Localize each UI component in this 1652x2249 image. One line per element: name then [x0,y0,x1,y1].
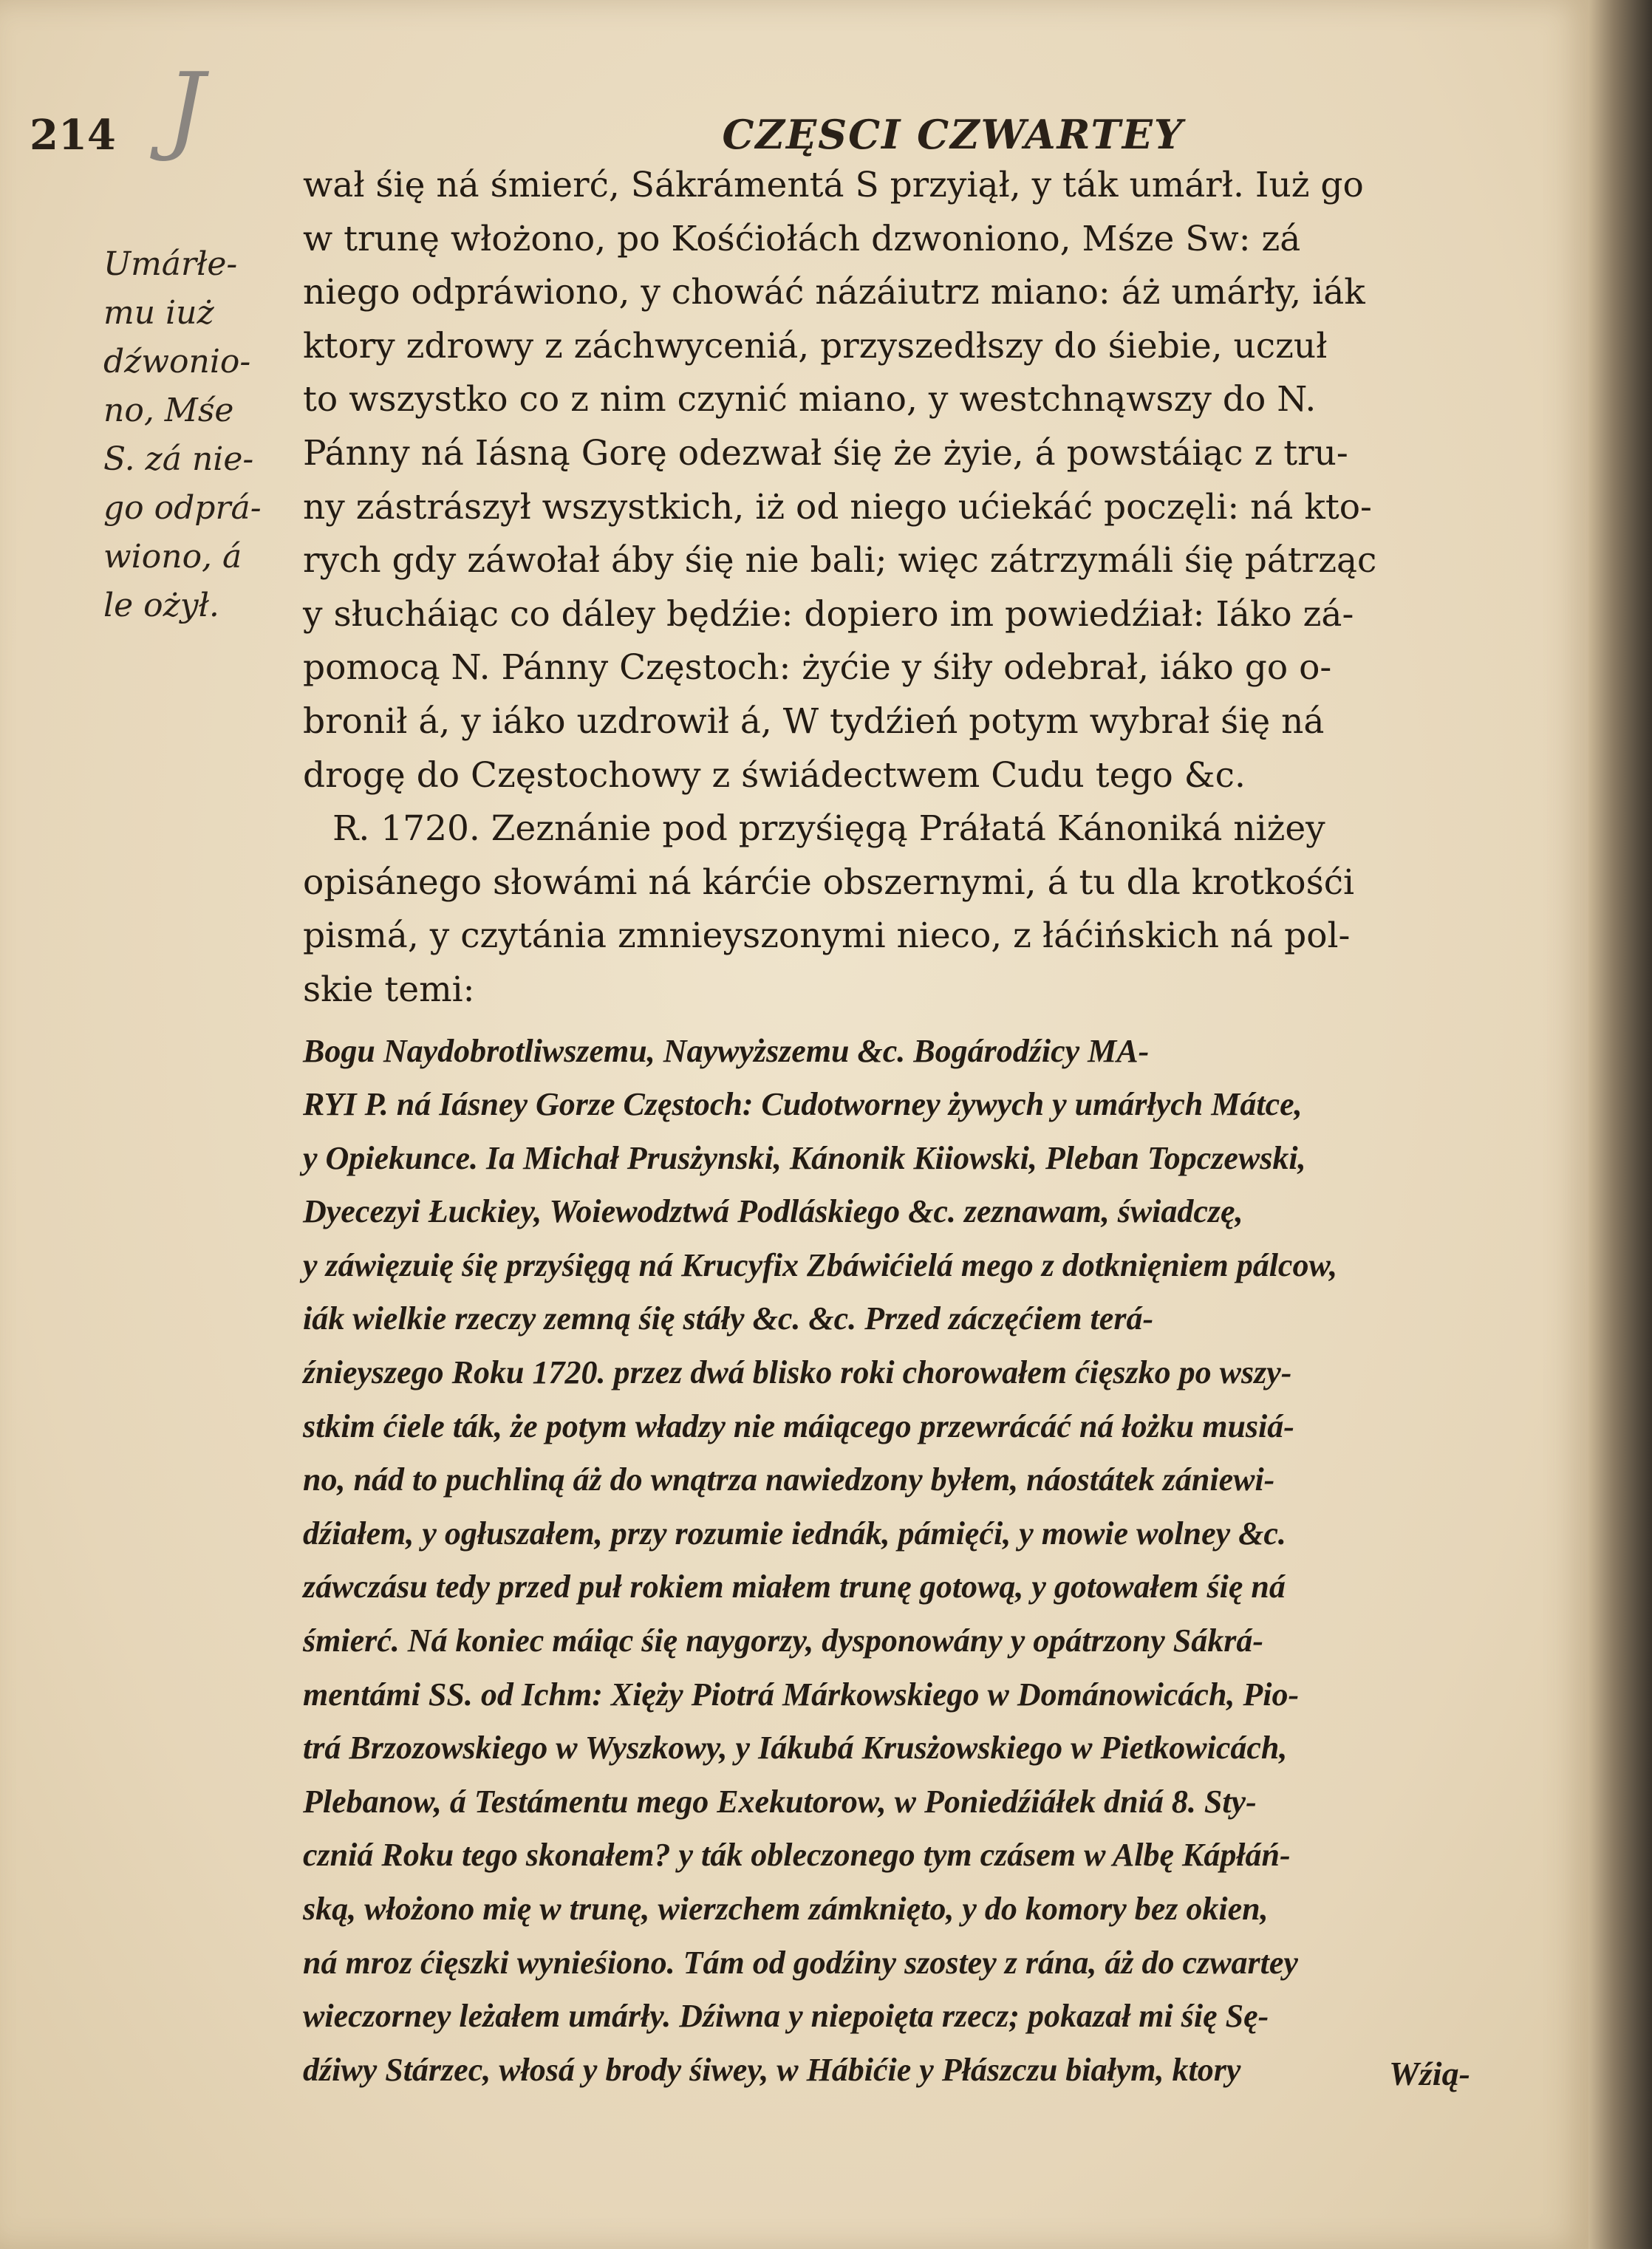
italic-line: stkim ćiele ták, że potym władzy nie máiącego przewrácáć ná łożku musiá- [303,1407,1294,1444]
italic-line: dźiwy Stárzec, włosá y brody śiwey, w Hábićie y Płászczu białym, ktory [303,2051,1241,2088]
margin-note-line: dźwonio- [103,343,251,380]
text-line: drogę do Częstochowy z świádectwem Cudu tego &c. [303,754,1246,796]
pencil-shelfmark: J [166,52,205,164]
text-line: y słucháiąc co dáley będźie: dopiero im powiedźiał: Iáko zá- [303,593,1354,635]
roman-text-block [303,159,1544,1017]
text-line: rych gdy záwołał áby śię nie bali; więc zátrzymáli śię pátrząc [303,540,1377,581]
italic-testimony-block [303,1025,1544,2098]
italic-line: y Opiekunce. Ia Michał Prusżynski, Kánonik Kiiowski, Pleban Topczewski, [303,1139,1306,1176]
text-line: wał śię ná śmierć, Sákrámentá S przyiął, y ták umárł. Iuż go [303,165,1364,205]
italic-line: ską, włożono mię w trunę, wierzchem zámknięto, y do komory bez okien, [303,1891,1269,1927]
text-line: R. 1720. Zeznánie pod przyśięgą Práłatá Kánoniká niżey [332,808,1325,850]
margin-note-line: Umárłe- [103,245,238,283]
text-line: ny zástrászył wszystkich, iż od niego ućiekáć poczęli: ná kto- [303,486,1372,528]
italic-line: záwczásu tedy przed puł rokiem miałem trunę gotową, y gotowałem śię ná [303,1569,1286,1605]
italic-line: mentámi SS. od Ichm: Xięży Piotrá Márkowskiego w Dománowicách, Pio- [303,1676,1300,1713]
catchword: Wźią- [1389,2055,1470,2092]
page-number: 214 [30,111,116,160]
text-line: bronił á, y iáko uzdrowił á, W tydźień potym wybrał śię ná [303,700,1325,742]
italic-line: czniá Roku tego skonałem? y ták obleczonego tym czásem w Albę Kápłáń- [303,1837,1291,1874]
italic-line: Dyecezyi Łuckiey, Woiewodztwá Podláskiego &c. zeznawam, świadczę, [303,1193,1243,1230]
italic-line: no, nád to puchliną áż do wnątrza nawiedzony byłem, náostátek zániewi- [303,1461,1275,1498]
book-gutter [1588,0,1652,2249]
italic-line: wieczorney leżałem umárły. Dźiwna y niepoięta rzecz; pokazał mi śię Sę- [303,1998,1269,2035]
margin-note-line: wiono, á [103,538,242,576]
text-line: pomocą N. Pánny Częstoch: żyćie y śiły odebrał, iáko go o- [303,647,1332,689]
text-line: Pánny ná Iásną Gorę odezwał śię że żyie, á powstáiąc z tru- [303,432,1348,474]
text-line: skie temi: [303,969,475,1010]
margin-note-line: mu iuż [103,294,214,332]
running-head: CZĘSCI CZWARTEY [722,111,1184,158]
text-line: w trunę włożono, po Kośćiołách dzwoniono, Mśze Sw: zá [303,218,1301,259]
italic-line: RYI P. ná Iásney Gorze Częstoch: Cudotworney żywych y umárłych Mátce, [303,1086,1303,1123]
italic-line: Plebanow, á Testámentu mego Exekutorow, w Poniedźiáłek dniá 8. Sty- [303,1783,1257,1820]
text-line: pismá, y czytánia zmnieyszonymi nieco, z łáćińskich ná pol- [303,915,1351,957]
margin-note-line: le ożył. [103,587,219,624]
margin-note-line: S. zá nie- [103,440,254,478]
italic-line: ná mroz ćięszki wynieśiono. Tám od godźiny szostey z rána, áż do czwartey [303,1944,1298,1981]
margin-note-line: no, Mśe [103,392,234,429]
italic-line: dźiałem, y ogłuszałem, przy rozumie iednák, pámięći, y mowie wolney &c. [303,1515,1286,1552]
text-line: opisánego słowámi ná kárćie obszernymi, á tu dla krotkośći [303,861,1355,903]
body-text [303,159,1544,2097]
text-line: niego odpráwiono, y chowáć názáiutrz miano: áż umárły, iák [303,272,1365,313]
italic-line: y záwięzuię śię przyśięgą ná Krucyfix Zbáwićielá mego z dotknięniem pálcow, [303,1246,1338,1283]
italic-line: iák wielkie rzeczy zemną śię stáły &c. &c. Przed záczęćiem terá- [303,1300,1154,1337]
text-line: ktory zdrowy z záchwyceniá, przyszedłszy do śiebie, uczuł [303,325,1328,366]
margin-note [103,240,303,630]
italic-line: źnieyszego Roku 1720. przez dwá blisko roki chorowałem ćięszko po wszy- [303,1354,1292,1391]
margin-note-line: go odprá- [103,489,262,527]
text-line: to wszystko co z nim czynić miano, y westchnąwszy do N. [303,379,1317,420]
italic-line: śmierć. Ná koniec máiąc śię naygorzy, dysponowány y opátrzony Sákrá- [303,1622,1263,1659]
italic-line: trá Brzozowskiego w Wyszkowy, y Iákubá Krusżowskiego w Pietkowicách, [303,1730,1288,1767]
italic-line: Bogu Naydobrotliwszemu, Naywyższemu &c. Bogárodźicy MA- [303,1032,1150,1069]
